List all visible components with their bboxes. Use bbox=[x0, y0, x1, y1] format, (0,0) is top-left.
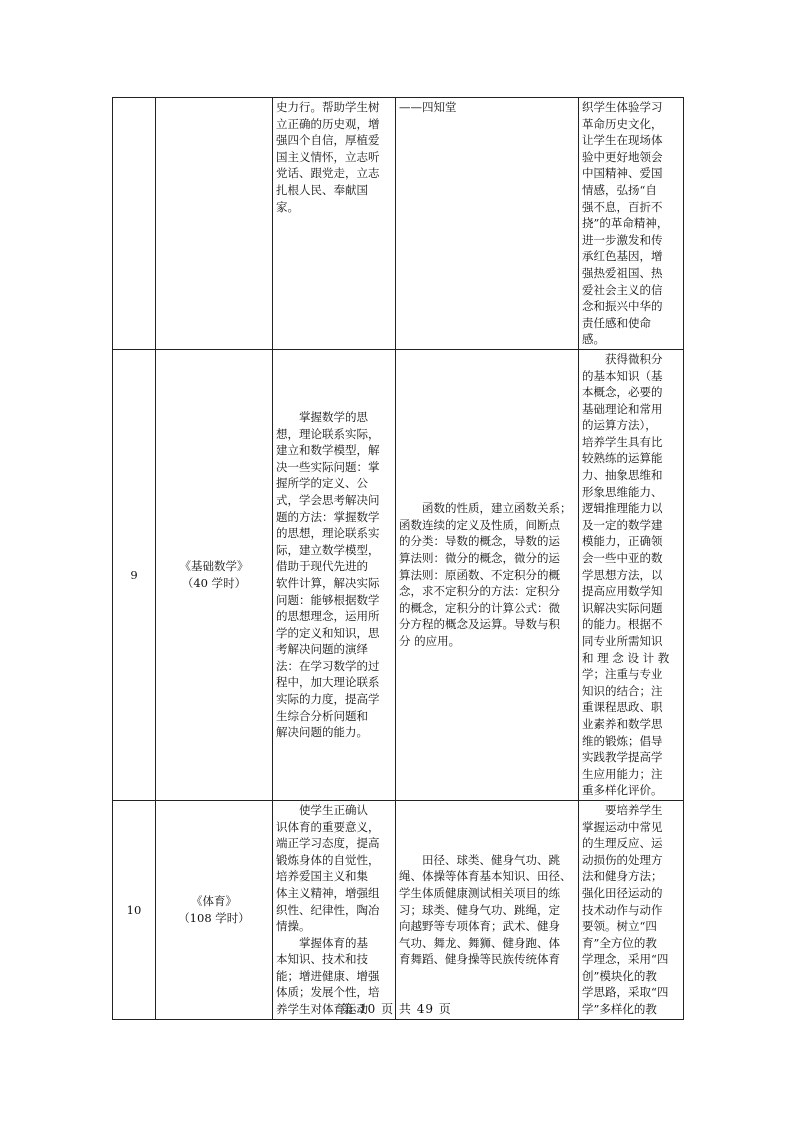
requirement-text: 获得微积分 的基本知识（基 本概念，必要的 基础理论和常用 的运算方法）， 培养学生具有比 较熟练的运算能 力、抽象思维和 形象思维能力、 逻辑推理能力以 及一定的数学建 模能力，正确领 会一些中亚的数 学思想方法，以 提高应用数学知 识解决实际问题 的能力。根据不 同专业所需知识 和 理 念 设 计 教 学；注重与专业 知识的结合；注 重课程思政、职 业素养和数学思 维的锻炼；倡导 实践教学提高学 生应用能力；注 重多样化评价。 bbox=[582, 351, 670, 798]
course-hours: （108 学时） bbox=[178, 910, 250, 925]
content-cell bbox=[396, 800, 579, 1019]
objective-cell bbox=[273, 98, 396, 350]
table-row bbox=[113, 800, 684, 1019]
table-row bbox=[113, 349, 684, 800]
requirement-cell bbox=[579, 349, 684, 800]
row-number-cell: 9 bbox=[113, 349, 156, 800]
content-text: 函数的性质，建立函数关系； 函数连续的定义及性质，间断点 的分类：导数的概念，导数的运 算法则：微分的概念，微分的运 算法则：原函数、不定积分的概 念，求不定积分的方法：定积分 的概念，定积分的计算公式：微 分方程的概念及运算。导数与积 分 的应用。 bbox=[399, 501, 572, 648]
objective-text: 史力行。帮助学生树 立正确的历史观，增 强四个自信，厚植爱 国主义情怀，立志听 党话、跟党走，立志 扎根人民、奉献国 家。 bbox=[276, 100, 380, 214]
content-cell bbox=[396, 98, 579, 350]
objective-text: 掌握体育的基 本知识、技术和技 能；增进健康、增强 体质；发展个性，培 养学生对体育运动 bbox=[276, 935, 380, 1017]
course-name: 《体育》 bbox=[191, 894, 237, 909]
table-row bbox=[113, 98, 684, 350]
objective-cell bbox=[273, 800, 396, 1019]
requirement-cell bbox=[579, 800, 684, 1019]
objective-text: 使学生正确认 识体育的重要意义， 端正学习态度，提高 锻炼身体的自觉性， 培养爱国主义和集 体主义精神，增强组 织性、纪律性，陶冶 情操。 bbox=[276, 802, 380, 934]
requirement-text: 织学生体验学习 革命历史文化， 让学生在现场体 验中更好地领会 中国精神、爱国 情感，弘扬“自 强不息，百折不 挠”的革命精神， 进一步激发和传 承红色基因，增 强热爱祖国、热 爱社会主义的信 念和振兴中华的 责任感和使命 感。 bbox=[582, 100, 669, 347]
row-number-cell bbox=[113, 98, 156, 350]
row-number-cell: 10 bbox=[113, 800, 156, 1019]
content-cell bbox=[396, 349, 579, 800]
course-name-cell bbox=[156, 800, 273, 1019]
objective-cell bbox=[273, 349, 396, 800]
course-name: 《基础数学》 bbox=[179, 559, 249, 574]
content-text: ——四知堂 bbox=[399, 100, 457, 114]
course-name-cell bbox=[156, 98, 273, 350]
course-table bbox=[112, 97, 684, 1020]
requirement-cell bbox=[579, 98, 684, 350]
content-text: 田径、球类、健身气功、跳 绳、体操等体育基本知识、田径、 学生体质健康测试相关项目的练 习；球类、健身气功、跳绳，定 向越野等专项体育；武术、健身 气功、舞龙、舞狮、健身跑、体 育舞蹈、健身操等民族传统体育 bbox=[399, 852, 572, 967]
course-hours: （40 学时） bbox=[181, 575, 247, 590]
course-name-cell bbox=[156, 349, 273, 800]
requirement-text: 要培养学生 掌握运动中常见 的生理反应、运 动损伤的处理方 法和健身方法； 强化田径运动的 技术动作与动作 要领。树立“四 育”全方位的教 学理念，采用“四 创”模块化的教 学思路，采取“四 学”多样化的教 bbox=[582, 802, 669, 1017]
objective-text: 掌握数学的思 想，理论联系实际， 建立和数学模型，解 决一些实际问题：掌 握所学的定义、公 式，学会思考解决问 题的方法：掌握数学 的思想，理论联系实 际，建立数学模型， 借助于现代先进的 软件计算，解决实际 问题：能够根据数学 的思想理念，运用所 学的定义和知识，思 考解决问题的演绎 法：在学习数学的过 程中，加大理论联系 实际的力度，提高学 生综合分析问题和 解决问题的能力。 bbox=[276, 409, 380, 740]
page-footer: 第 10 页 共 49 页 bbox=[341, 1002, 452, 1016]
